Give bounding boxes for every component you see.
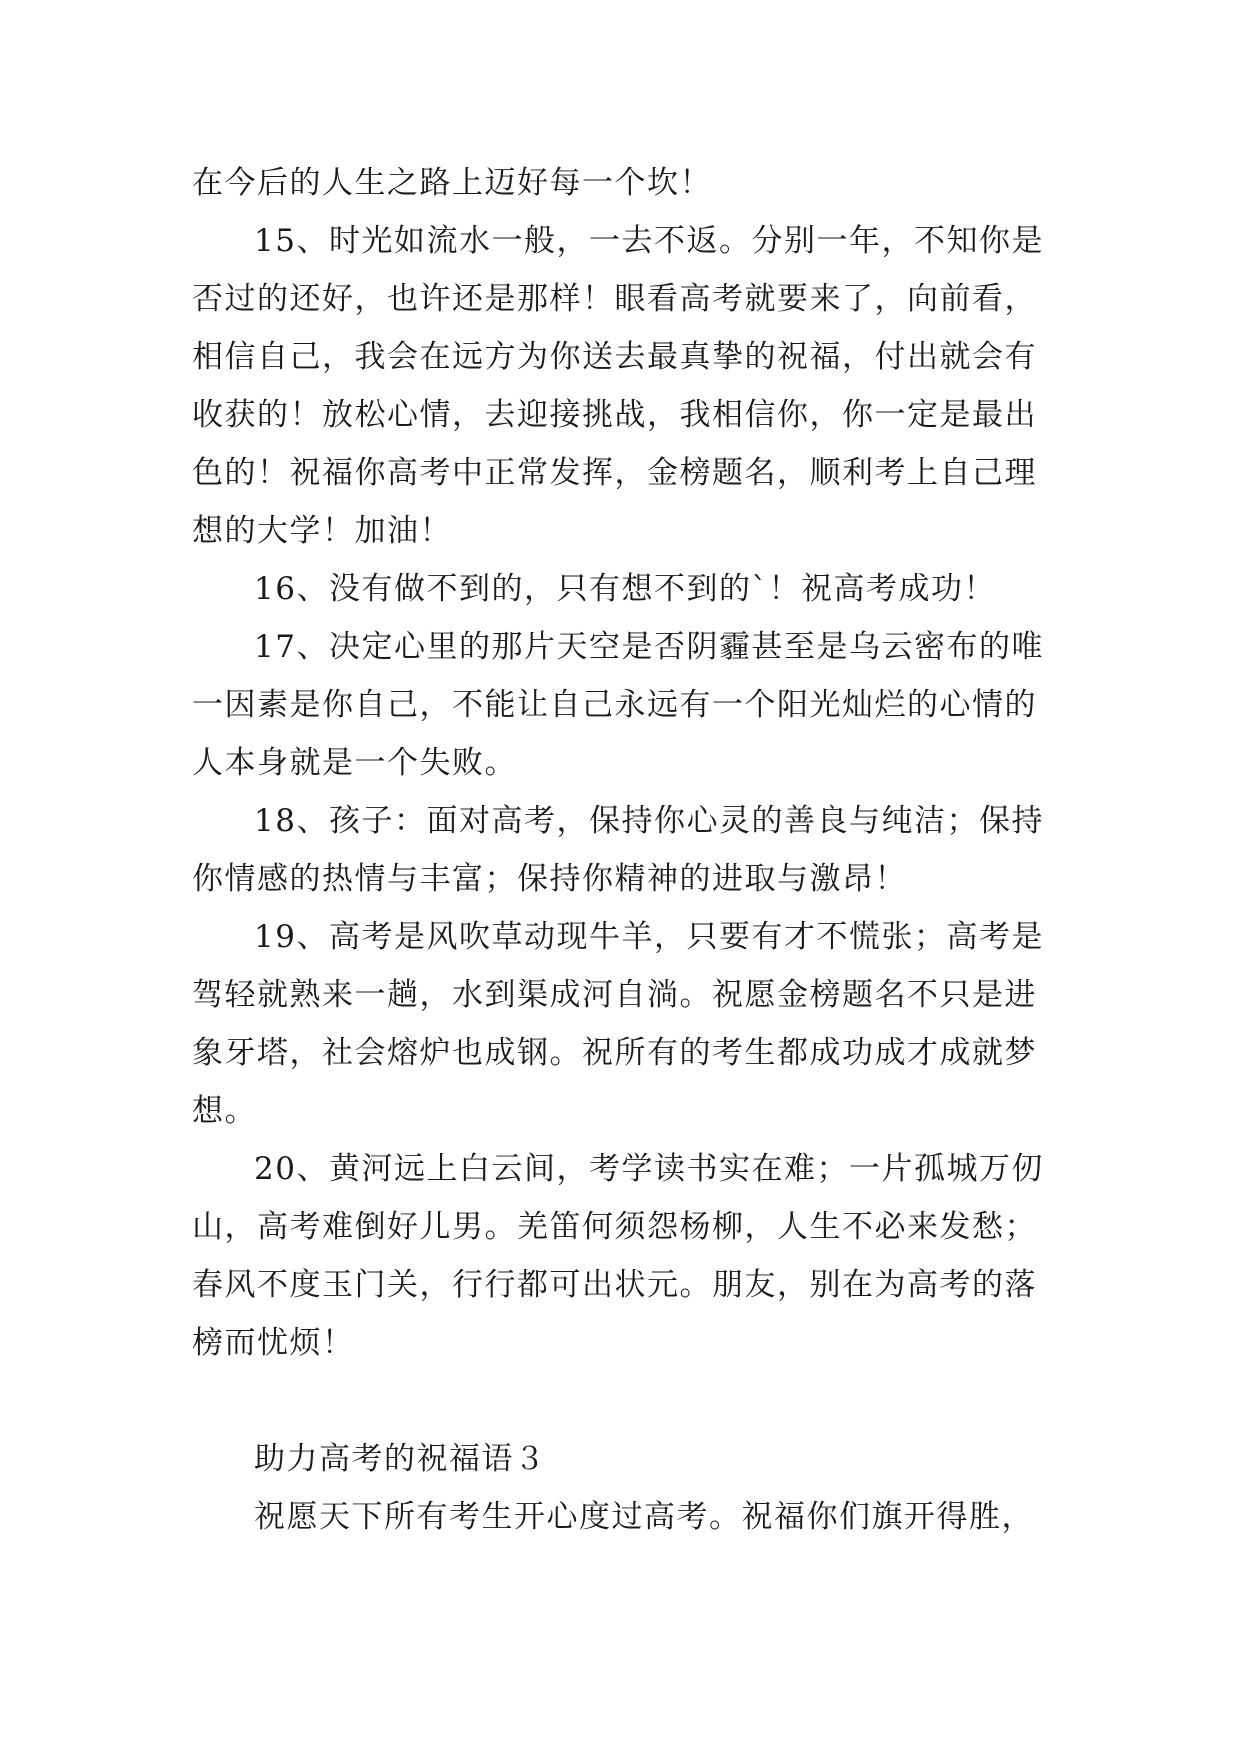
section-heading: 助力高考的祝福语３ [254, 1441, 547, 1477]
wish-20-line: 20、黄河远上白云间，考学读书实在难；一片孤城万仞 [254, 1151, 1044, 1187]
wish-15-line: 相信自己，我会在远方为你送去最真挚的祝福，付出就会有 [192, 339, 1037, 375]
wish-15-line: 想的大学！加油！ [192, 513, 452, 549]
wish-15-line: 色的！祝福你高考中正常发挥，金榜题名，顺利考上自己理 [192, 455, 1037, 491]
section-spacer [192, 1372, 1072, 1430]
wish-19-line: 想。 [192, 1093, 257, 1129]
wish-15-line: 15、时光如流水一般，一去不返。分别一年，不知你是 [254, 223, 1044, 259]
wish-16-line: 16、没有做不到的，只有想不到的`！祝高考成功！ [254, 571, 996, 607]
document-body [192, 154, 1072, 1546]
wish-20-line: 春风不度玉门关，行行都可出状元。朋友，别在为高考的落 [192, 1267, 1037, 1303]
wish-19-line: 驾轻就熟来一趟，水到渠成河自淌。祝愿金榜题名不只是进 [192, 977, 1037, 1013]
wish-17-line: 17、决定心里的那片天空是否阴霾甚至是乌云密布的唯 [254, 629, 1044, 665]
wish-20-line: 榜而忧烦！ [192, 1325, 355, 1361]
paragraph-line: 在今后的人生之路上迈好每一个坎！ [192, 165, 712, 201]
wish-17-line: 人本身就是一个失败。 [192, 745, 517, 781]
wish-19-line: 19、高考是风吹草动现牛羊，只要有才不慌张；高考是 [254, 919, 1044, 955]
wish-15-line: 收获的！放松心情，去迎接挑战，我相信你，你一定是最出 [192, 397, 1037, 433]
wish-18-line: 18、孩子：面对高考，保持你心灵的善良与纯洁；保持 [254, 803, 1044, 839]
wish-20-line: 山，高考难倒好儿男。羌笛何须怨杨柳，人生不必来发愁； [192, 1209, 1037, 1245]
wish-19-line: 象牙塔，社会熔炉也成钢。祝所有的考生都成功成才成就梦 [192, 1035, 1037, 1071]
wish-15-line: 否过的还好，也许还是那样！眼看高考就要来了，向前看， [192, 281, 1037, 317]
wish-17-line: 一因素是你自己，不能让自己永远有一个阳光灿烂的心情的 [192, 687, 1037, 723]
section-first-line: 祝愿天下所有考生开心度过高考。祝福你们旗开得胜， [254, 1499, 1034, 1535]
wish-18-line: 你情感的热情与丰富；保持你精神的进取与激昂！ [192, 861, 907, 897]
